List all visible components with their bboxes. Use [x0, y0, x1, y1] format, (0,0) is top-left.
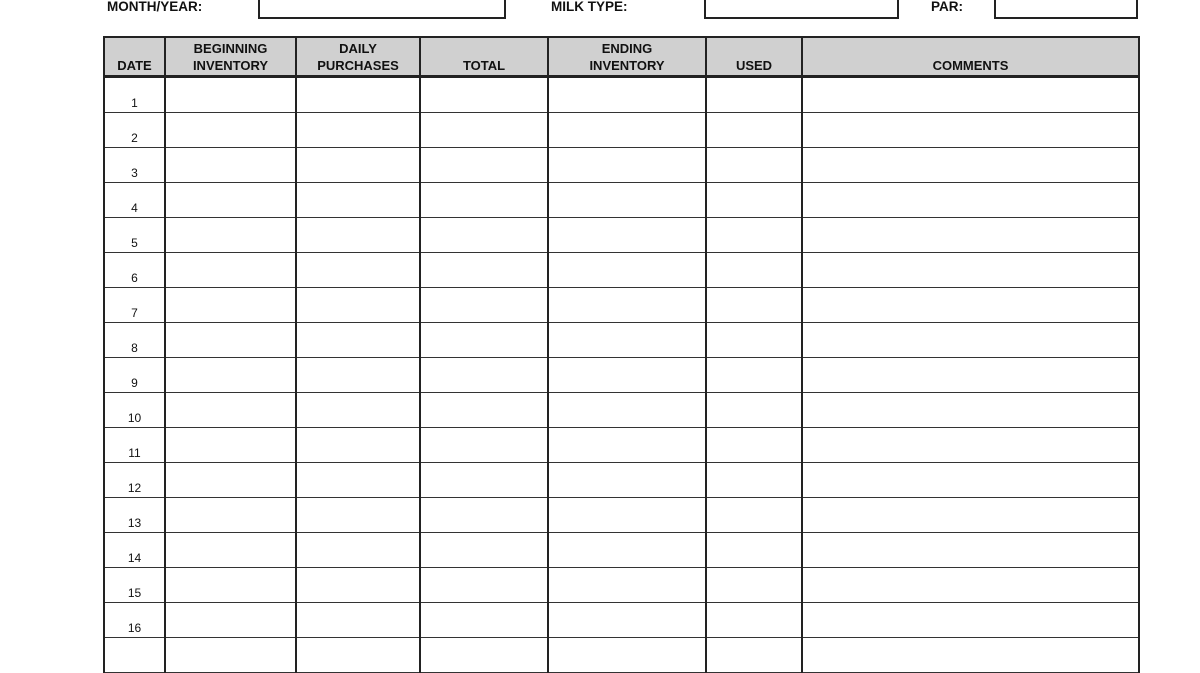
column-header-date: DATE [104, 37, 165, 77]
comments-cell[interactable] [802, 358, 1139, 393]
comments-cell[interactable] [802, 498, 1139, 533]
date-cell: 2 [104, 113, 165, 148]
beginning-inventory-cell[interactable] [165, 218, 296, 253]
used-cell[interactable] [706, 77, 802, 113]
used-cell[interactable] [706, 638, 802, 673]
comments-cell[interactable] [802, 148, 1139, 183]
comments-cell[interactable] [802, 77, 1139, 113]
ending-inventory-cell[interactable] [548, 603, 706, 638]
ending-inventory-cell[interactable] [548, 533, 706, 568]
date-cell [104, 638, 165, 673]
total-cell[interactable] [420, 77, 548, 113]
total-cell[interactable] [420, 393, 548, 428]
daily-purchases-cell[interactable] [296, 148, 420, 183]
ending-inventory-cell[interactable] [548, 498, 706, 533]
total-cell[interactable] [420, 323, 548, 358]
date-cell: 14 [104, 533, 165, 568]
comments-cell[interactable] [802, 288, 1139, 323]
date-cell: 7 [104, 288, 165, 323]
used-cell[interactable] [706, 288, 802, 323]
ending-inventory-cell[interactable] [548, 428, 706, 463]
total-cell[interactable] [420, 638, 548, 673]
ending-inventory-cell[interactable] [548, 183, 706, 218]
ending-inventory-cell[interactable] [548, 288, 706, 323]
date-cell: 5 [104, 218, 165, 253]
table-row [104, 183, 1139, 218]
comments-cell[interactable] [802, 323, 1139, 358]
table-row [104, 568, 1139, 603]
table-row [104, 148, 1139, 183]
total-cell[interactable] [420, 218, 548, 253]
beginning-inventory-cell[interactable] [165, 428, 296, 463]
beginning-inventory-cell[interactable] [165, 463, 296, 498]
table-row [104, 77, 1139, 113]
beginning-inventory-cell[interactable] [165, 288, 296, 323]
total-cell[interactable] [420, 183, 548, 218]
comments-cell[interactable] [802, 183, 1139, 218]
table-row [104, 533, 1139, 568]
table-row [104, 218, 1139, 253]
used-cell[interactable] [706, 358, 802, 393]
column-header-used: USED [706, 37, 802, 77]
total-cell[interactable] [420, 428, 548, 463]
beginning-inventory-cell[interactable] [165, 568, 296, 603]
date-cell: 1 [104, 77, 165, 113]
daily-purchases-cell[interactable] [296, 77, 420, 113]
daily-purchases-cell[interactable] [296, 218, 420, 253]
total-cell[interactable] [420, 148, 548, 183]
used-cell[interactable] [706, 603, 802, 638]
total-cell[interactable] [420, 533, 548, 568]
table-row [104, 603, 1139, 638]
comments-cell[interactable] [802, 428, 1139, 463]
total-cell[interactable] [420, 603, 548, 638]
beginning-inventory-cell[interactable] [165, 148, 296, 183]
table-row [104, 393, 1139, 428]
column-header-daily-purchases: DAILY PURCHASES [296, 37, 420, 77]
daily-purchases-cell[interactable] [296, 323, 420, 358]
milk-type-field[interactable] [704, 0, 899, 19]
used-cell[interactable] [706, 253, 802, 288]
table-row [104, 498, 1139, 533]
date-cell: 4 [104, 183, 165, 218]
beginning-inventory-cell[interactable] [165, 77, 296, 113]
beginning-inventory-cell[interactable] [165, 533, 296, 568]
beginning-inventory-cell[interactable] [165, 498, 296, 533]
used-cell[interactable] [706, 533, 802, 568]
comments-cell[interactable] [802, 393, 1139, 428]
ending-inventory-cell[interactable] [548, 323, 706, 358]
date-cell: 8 [104, 323, 165, 358]
daily-purchases-cell[interactable] [296, 498, 420, 533]
comments-cell[interactable] [802, 638, 1139, 673]
table-row [104, 113, 1139, 148]
daily-purchases-cell[interactable] [296, 638, 420, 673]
beginning-inventory-cell[interactable] [165, 638, 296, 673]
beginning-inventory-cell[interactable] [165, 358, 296, 393]
table-row [104, 638, 1139, 673]
used-cell[interactable] [706, 393, 802, 428]
ending-inventory-cell[interactable] [548, 218, 706, 253]
par-label: PAR: [931, 0, 963, 14]
daily-purchases-cell[interactable] [296, 358, 420, 393]
month-year-label: MONTH/YEAR: [107, 0, 203, 14]
used-cell[interactable] [706, 113, 802, 148]
beginning-inventory-cell[interactable] [165, 603, 296, 638]
month-year-field[interactable] [258, 0, 506, 19]
date-cell: 13 [104, 498, 165, 533]
table-row [104, 253, 1139, 288]
daily-purchases-cell[interactable] [296, 253, 420, 288]
used-cell[interactable] [706, 428, 802, 463]
beginning-inventory-cell[interactable] [165, 253, 296, 288]
used-cell[interactable] [706, 323, 802, 358]
column-header-beginning-inventory: BEGINNING INVENTORY [165, 37, 296, 77]
daily-purchases-cell[interactable] [296, 533, 420, 568]
total-cell[interactable] [420, 498, 548, 533]
date-cell: 3 [104, 148, 165, 183]
column-header-ending-inventory: ENDING INVENTORY [548, 37, 706, 77]
used-cell[interactable] [706, 568, 802, 603]
used-cell[interactable] [706, 498, 802, 533]
date-cell: 12 [104, 463, 165, 498]
daily-purchases-cell[interactable] [296, 288, 420, 323]
comments-cell[interactable] [802, 603, 1139, 638]
ending-inventory-cell[interactable] [548, 148, 706, 183]
daily-purchases-cell[interactable] [296, 393, 420, 428]
daily-purchases-cell[interactable] [296, 183, 420, 218]
milk-type-label: MILK TYPE: [551, 0, 628, 14]
daily-purchases-cell[interactable] [296, 428, 420, 463]
ending-inventory-cell[interactable] [548, 77, 706, 113]
used-cell[interactable] [706, 148, 802, 183]
table-row [104, 463, 1139, 498]
par-field[interactable] [994, 0, 1138, 19]
column-header-total: TOTAL [420, 37, 548, 77]
beginning-inventory-cell[interactable] [165, 113, 296, 148]
date-cell: 6 [104, 253, 165, 288]
total-cell[interactable] [420, 358, 548, 393]
milk-inventory-log-table [103, 36, 1140, 673]
ending-inventory-cell[interactable] [548, 358, 706, 393]
total-cell[interactable] [420, 463, 548, 498]
table-header-row [104, 37, 1139, 77]
used-cell[interactable] [706, 218, 802, 253]
comments-cell[interactable] [802, 463, 1139, 498]
column-header-comments: COMMENTS [802, 37, 1139, 77]
beginning-inventory-cell[interactable] [165, 183, 296, 218]
total-cell[interactable] [420, 113, 548, 148]
total-cell[interactable] [420, 568, 548, 603]
ending-inventory-cell[interactable] [548, 253, 706, 288]
total-cell[interactable] [420, 288, 548, 323]
beginning-inventory-cell[interactable] [165, 393, 296, 428]
table-row [104, 288, 1139, 323]
date-cell: 9 [104, 358, 165, 393]
date-cell: 10 [104, 393, 165, 428]
comments-cell[interactable] [802, 568, 1139, 603]
comments-cell[interactable] [802, 253, 1139, 288]
ending-inventory-cell[interactable] [548, 113, 706, 148]
ending-inventory-cell[interactable] [548, 638, 706, 673]
table-row [104, 428, 1139, 463]
date-cell: 16 [104, 603, 165, 638]
daily-purchases-cell[interactable] [296, 603, 420, 638]
total-cell[interactable] [420, 253, 548, 288]
table-row [104, 323, 1139, 358]
comments-cell[interactable] [802, 218, 1139, 253]
used-cell[interactable] [706, 463, 802, 498]
date-cell: 11 [104, 428, 165, 463]
ending-inventory-cell[interactable] [548, 463, 706, 498]
comments-cell[interactable] [802, 533, 1139, 568]
beginning-inventory-cell[interactable] [165, 323, 296, 358]
used-cell[interactable] [706, 183, 802, 218]
date-cell: 15 [104, 568, 165, 603]
table-row [104, 358, 1139, 393]
daily-purchases-cell[interactable] [296, 113, 420, 148]
daily-purchases-cell[interactable] [296, 568, 420, 603]
table-body [104, 77, 1139, 673]
ending-inventory-cell[interactable] [548, 568, 706, 603]
ending-inventory-cell[interactable] [548, 393, 706, 428]
daily-purchases-cell[interactable] [296, 463, 420, 498]
comments-cell[interactable] [802, 113, 1139, 148]
